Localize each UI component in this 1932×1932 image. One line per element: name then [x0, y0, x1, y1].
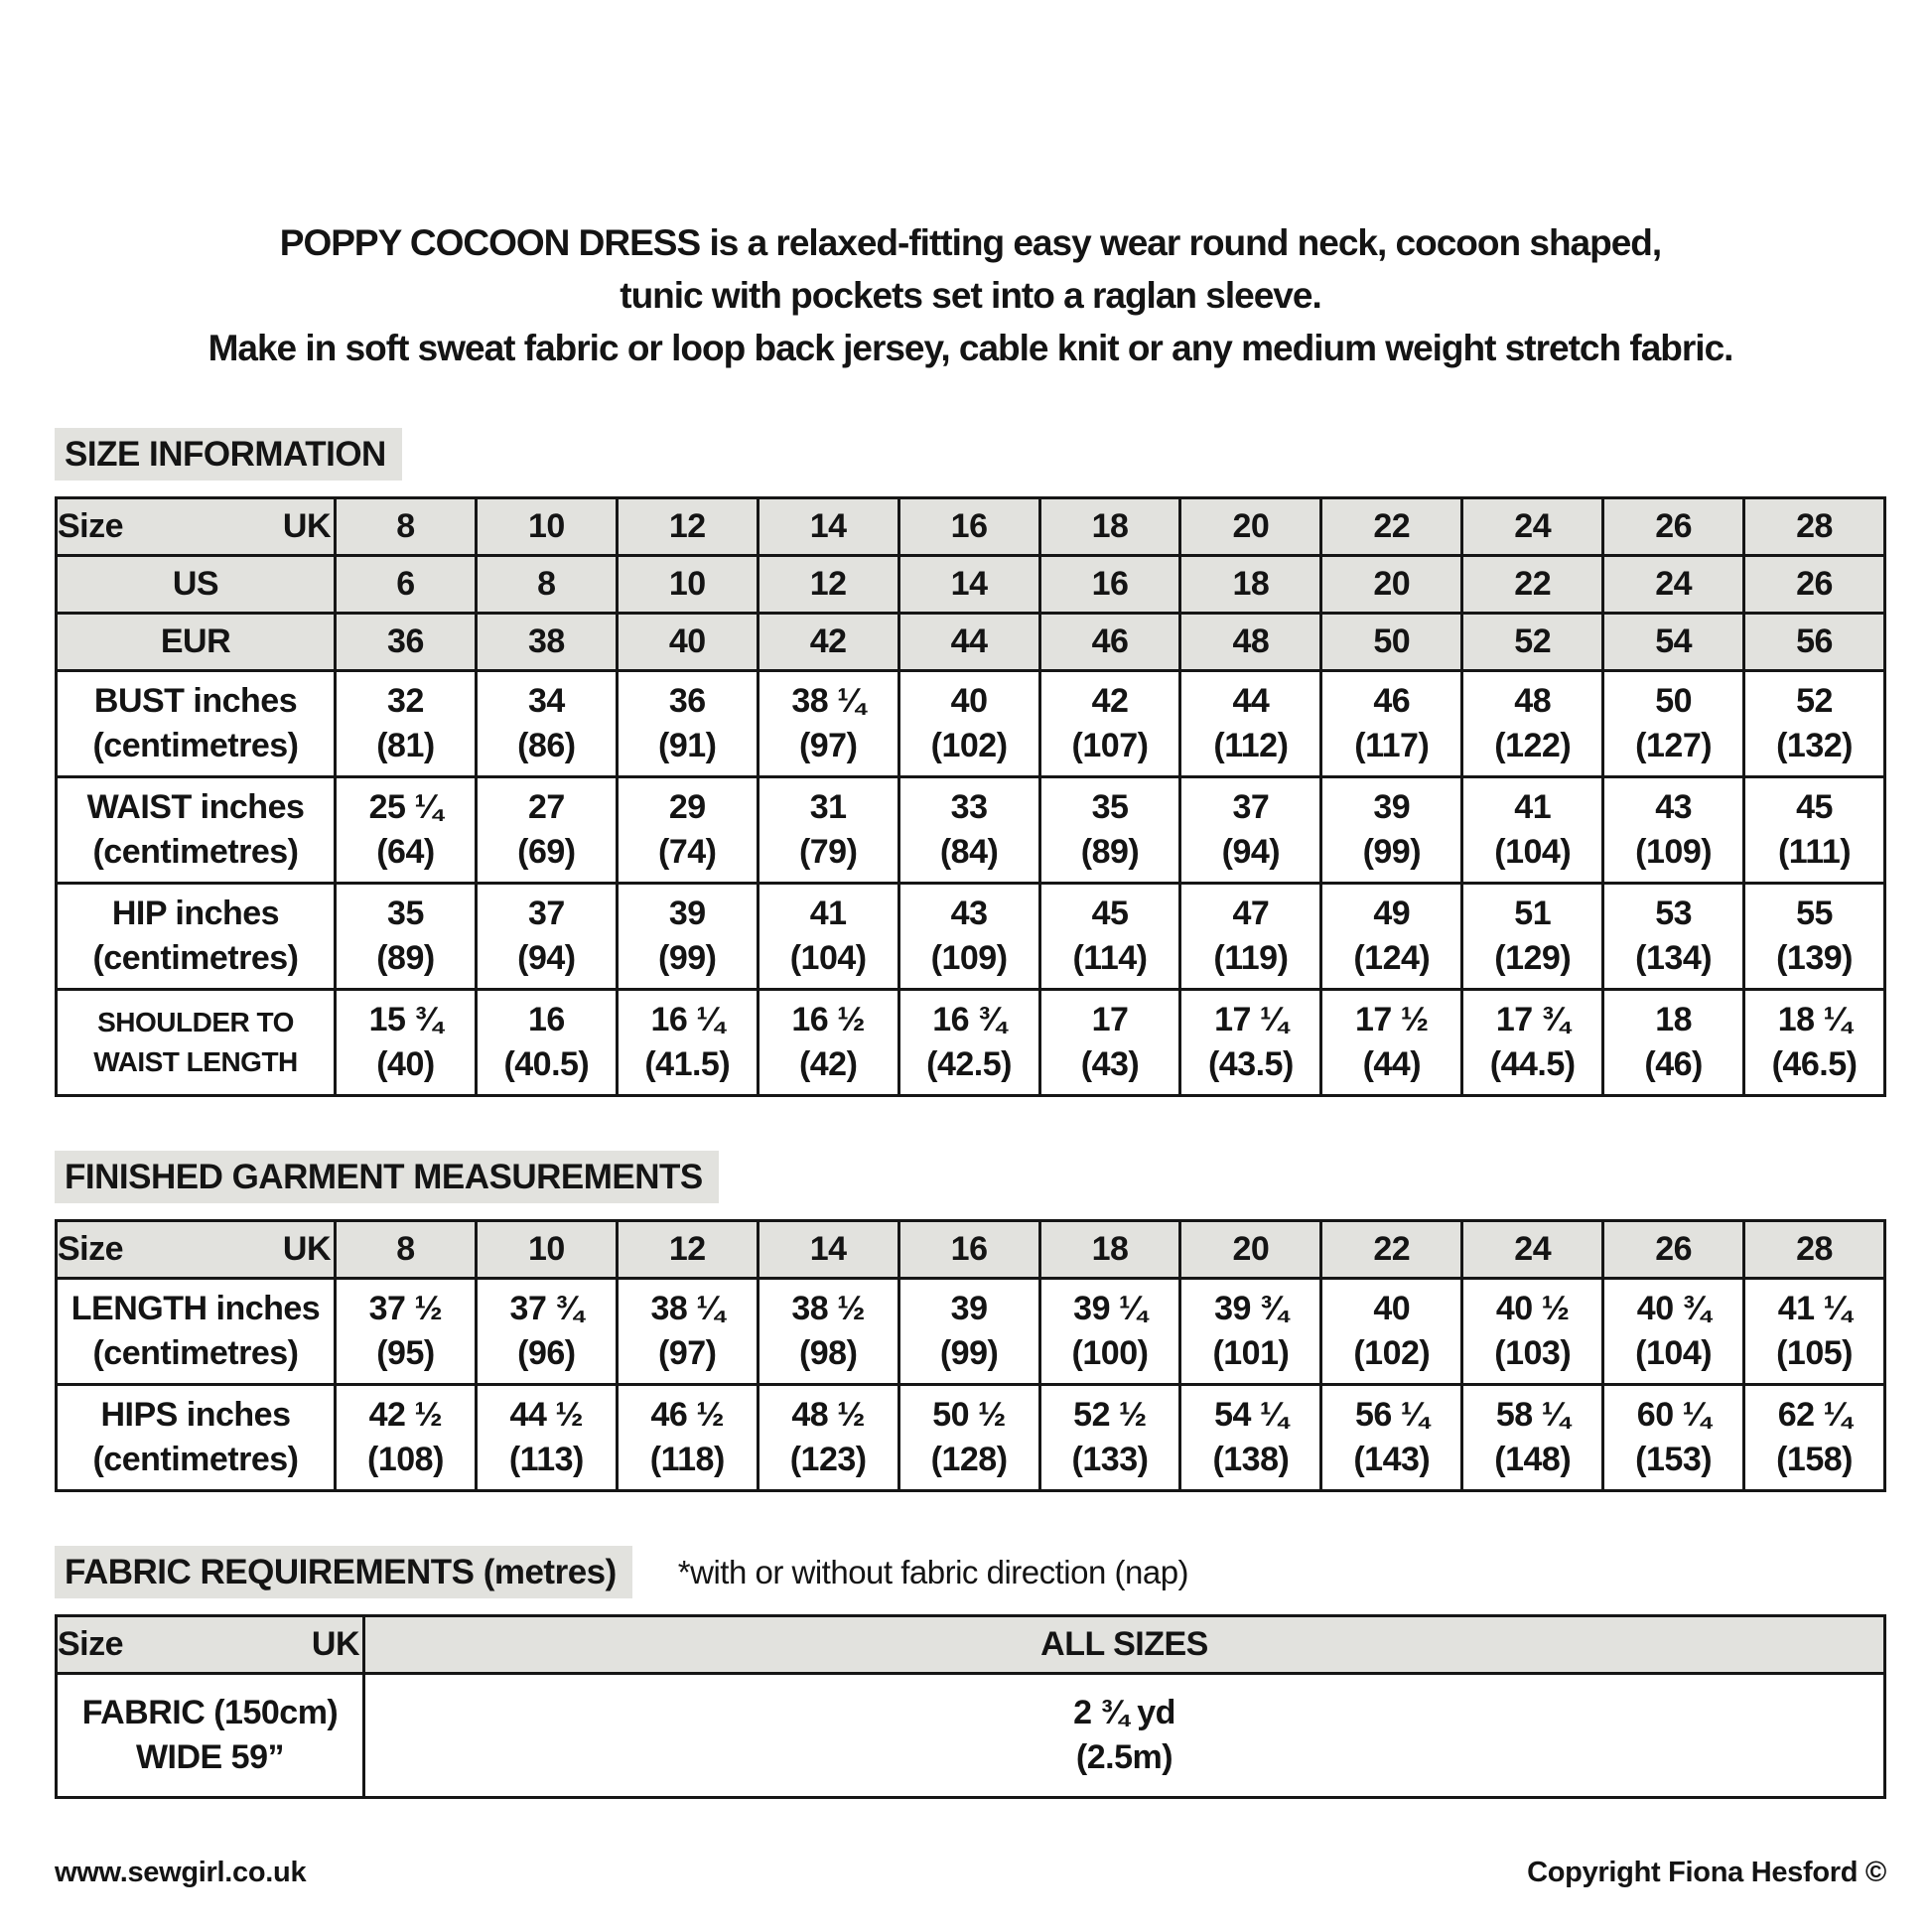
- uk-label: UK: [282, 1230, 331, 1268]
- all-sizes-cell: ALL SIZES: [364, 1616, 1885, 1674]
- row-label-line: (centimetres): [92, 833, 299, 871]
- size-cell: 22: [1462, 556, 1603, 614]
- size-cell: 46: [1039, 614, 1180, 671]
- fabric-size-row: [57, 1616, 1885, 1674]
- page-footer: [55, 1857, 1886, 1889]
- size-cell: 10: [476, 498, 617, 556]
- bust-inches-row: [57, 671, 1885, 777]
- size-cell: 26: [1603, 498, 1744, 556]
- size-cell: 18: [1180, 556, 1321, 614]
- measurement-cell: 46 ½ (118): [617, 1385, 758, 1491]
- size-label: Size: [58, 1625, 124, 1663]
- measurement-cell: 45 (114): [1039, 884, 1180, 990]
- measurement-cell: 17 ¼ (43.5): [1180, 990, 1321, 1096]
- measurement-cell: 16 (40.5): [476, 990, 617, 1096]
- measurement-cell: 51 (129): [1462, 884, 1603, 990]
- measurement-cell: 54 ¼ (138): [1180, 1385, 1321, 1491]
- size-cell: 36: [336, 614, 477, 671]
- intro-line-1: POPPY COCOON DRESS is a relaxed-fitting easy wear round neck, cocoon shaped,: [279, 222, 1662, 263]
- waist-inches-row: [57, 777, 1885, 884]
- row-label-line: HIP inches: [111, 895, 280, 932]
- size-information-heading: SIZE INFORMATION: [55, 428, 402, 481]
- measurement-cell: 33 (84): [898, 777, 1039, 884]
- measurement-cell: 39 ¼ (100): [1039, 1279, 1180, 1385]
- fabric-requirements-heading: FABRIC REQUIREMENTS (metres): [55, 1546, 632, 1598]
- row-label-line: (centimetres): [92, 1334, 299, 1372]
- size-cell: 22: [1321, 1221, 1462, 1279]
- size-uk-label-cell: [57, 498, 336, 556]
- length-inches-row: [57, 1279, 1885, 1385]
- size-uk-label-cell: [57, 1221, 336, 1279]
- measurement-cell: 44 (112): [1180, 671, 1321, 777]
- uk-label: UK: [282, 507, 331, 545]
- measurement-cell: 38 ¼ (97): [758, 671, 898, 777]
- size-cell: 40: [617, 614, 758, 671]
- measurement-cell: 18 ¼ (46.5): [1744, 990, 1885, 1096]
- measurement-cell: 25 ¼ (64): [336, 777, 477, 884]
- row-label-cell: [57, 1385, 336, 1491]
- fabric-quantity-cell: 2 ¾ yd (2.5m): [364, 1674, 1885, 1798]
- finished-garment-table: [55, 1219, 1886, 1492]
- size-cell: 18: [1039, 1221, 1180, 1279]
- measurement-cell: 58 ¼ (148): [1462, 1385, 1603, 1491]
- measurement-cell: 35 (89): [1039, 777, 1180, 884]
- measurement-cell: 40 (102): [898, 671, 1039, 777]
- row-label-line: WAIST LENGTH: [93, 1046, 298, 1077]
- row-label-cell: [57, 671, 336, 777]
- row-label-line: SHOULDER TO: [97, 1007, 294, 1037]
- row-label-line: LENGTH inches: [70, 1290, 321, 1327]
- measurement-cell: 17 (43): [1039, 990, 1180, 1096]
- size-cell: 28: [1744, 1221, 1885, 1279]
- size-cell: 8: [336, 498, 477, 556]
- measurement-cell: 40 ½ (103): [1462, 1279, 1603, 1385]
- size-cell: 8: [476, 556, 617, 614]
- row-label-line: HIPS inches: [100, 1396, 291, 1434]
- size-cell: 20: [1321, 556, 1462, 614]
- size-cell: 26: [1603, 1221, 1744, 1279]
- measurement-cell: 39 (99): [898, 1279, 1039, 1385]
- size-cell: 38: [476, 614, 617, 671]
- measurement-cell: 37 ½ (95): [336, 1279, 477, 1385]
- uk-size-row: [57, 1221, 1885, 1279]
- measurement-cell: 45 (111): [1744, 777, 1885, 884]
- size-cell: 48: [1180, 614, 1321, 671]
- row-label-line: WIDE 59”: [135, 1738, 285, 1776]
- measurement-cell: 42 ½ (108): [336, 1385, 477, 1491]
- measurement-cell: 37 ¾ (96): [476, 1279, 617, 1385]
- measurement-cell: 39 (99): [1321, 777, 1462, 884]
- measurement-cell: 34 (86): [476, 671, 617, 777]
- size-cell: 52: [1462, 614, 1603, 671]
- website-url: www.sewgirl.co.uk: [55, 1857, 307, 1888]
- row-label-line: BUST inches: [93, 682, 298, 720]
- row-label-cell: [57, 777, 336, 884]
- size-cell: 12: [617, 1221, 758, 1279]
- size-cell: 10: [617, 556, 758, 614]
- measurement-cell: 36 (91): [617, 671, 758, 777]
- size-cell: 20: [1180, 1221, 1321, 1279]
- intro-line-2: tunic with pockets set into a raglan sleeve.: [620, 275, 1321, 316]
- row-label-cell: [57, 990, 336, 1096]
- measurement-cell: 44 ½ (113): [476, 1385, 617, 1491]
- eur-size-row: [57, 614, 1885, 671]
- size-cell: 22: [1321, 498, 1462, 556]
- measurement-cell: 40 ¾ (104): [1603, 1279, 1744, 1385]
- size-cell: 20: [1180, 498, 1321, 556]
- measurement-cell: 35 (89): [336, 884, 477, 990]
- measurement-cell: 43 (109): [1603, 777, 1744, 884]
- measurement-cell: 60 ¼ (153): [1603, 1385, 1744, 1491]
- measurement-cell: 42 (107): [1039, 671, 1180, 777]
- us-size-row: [57, 556, 1885, 614]
- measurement-cell: 41 (104): [758, 884, 898, 990]
- measurement-cell: 16 ¼ (41.5): [617, 990, 758, 1096]
- size-cell: 16: [898, 498, 1039, 556]
- measurement-cell: 38 ¼ (97): [617, 1279, 758, 1385]
- measurement-cell: 16 ½ (42): [758, 990, 898, 1096]
- size-cell: 16: [1039, 556, 1180, 614]
- measurement-cell: 39 ¾ (101): [1180, 1279, 1321, 1385]
- row-label-line: (centimetres): [92, 939, 299, 977]
- measurement-cell: 52 (132): [1744, 671, 1885, 777]
- measurement-cell: 52 ½ (133): [1039, 1385, 1180, 1491]
- size-cell: 50: [1321, 614, 1462, 671]
- measurement-cell: 56 ¼ (143): [1321, 1385, 1462, 1491]
- intro-line-3: Make in soft sweat fabric or loop back jersey, cable knit or any medium weight stretch fabric.: [207, 328, 1733, 368]
- measurement-cell: 55 (139): [1744, 884, 1885, 990]
- copyright-notice: Copyright Fiona Hesford ©: [1527, 1857, 1886, 1888]
- size-cell: 12: [758, 556, 898, 614]
- size-label: Size: [58, 507, 124, 545]
- us-label-cell: US: [57, 556, 336, 614]
- row-label-line: (centimetres): [92, 727, 299, 764]
- measurement-cell: 53 (134): [1603, 884, 1744, 990]
- fabric-nap-note: *with or without fabric direction (nap): [677, 1553, 1189, 1590]
- measurement-cell: 37 (94): [1180, 777, 1321, 884]
- hips-inches-row: [57, 1385, 1885, 1491]
- size-cell: 24: [1603, 556, 1744, 614]
- measurement-cell: 16 ¾ (42.5): [898, 990, 1039, 1096]
- row-label-line: WAIST inches: [86, 788, 305, 826]
- row-label-line: FABRIC (150cm): [81, 1694, 339, 1731]
- size-cell: 10: [476, 1221, 617, 1279]
- size-cell: 44: [898, 614, 1039, 671]
- size-label: Size: [58, 1230, 124, 1268]
- size-uk-label-cell: [57, 1616, 364, 1674]
- size-cell: 54: [1603, 614, 1744, 671]
- size-cell: 56: [1744, 614, 1885, 671]
- uk-size-row: [57, 498, 1885, 556]
- measurement-cell: 48 (122): [1462, 671, 1603, 777]
- measurement-cell: 62 ¼ (158): [1744, 1385, 1885, 1491]
- measurement-cell: 29 (74): [617, 777, 758, 884]
- finished-garment-heading-row: [55, 1151, 1886, 1203]
- size-cell: 14: [898, 556, 1039, 614]
- finished-garment-heading: FINISHED GARMENT MEASUREMENTS: [55, 1151, 719, 1203]
- fabric-requirements-heading-row: [55, 1546, 1886, 1598]
- size-cell: 26: [1744, 556, 1885, 614]
- size-cell: 8: [336, 1221, 477, 1279]
- size-cell: 18: [1039, 498, 1180, 556]
- row-label-line: (centimetres): [92, 1441, 299, 1478]
- size-information-table: [55, 496, 1886, 1097]
- row-label-cell: [57, 884, 336, 990]
- measurement-cell: 17 ½ (44): [1321, 990, 1462, 1096]
- measurement-cell: 41 (104): [1462, 777, 1603, 884]
- hip-inches-row: [57, 884, 1885, 990]
- measurement-cell: 40 (102): [1321, 1279, 1462, 1385]
- measurement-cell: 15 ¾ (40): [336, 990, 477, 1096]
- measurement-cell: 49 (124): [1321, 884, 1462, 990]
- shoulder-to-row: [57, 990, 1885, 1096]
- measurement-cell: 50 ½ (128): [898, 1385, 1039, 1491]
- size-cell: 14: [758, 1221, 898, 1279]
- size-cell: 6: [336, 556, 477, 614]
- eur-label-cell: EUR: [57, 614, 336, 671]
- size-cell: 28: [1744, 498, 1885, 556]
- size-cell: 16: [898, 1221, 1039, 1279]
- measurement-cell: 43 (109): [898, 884, 1039, 990]
- size-cell: 42: [758, 614, 898, 671]
- intro-text: [55, 0, 1886, 374]
- size-information-heading-row: [55, 428, 1886, 481]
- measurement-cell: 37 (94): [476, 884, 617, 990]
- measurement-cell: 31 (79): [758, 777, 898, 884]
- measurement-cell: 47 (119): [1180, 884, 1321, 990]
- measurement-cell: 27 (69): [476, 777, 617, 884]
- measurement-cell: 32 (81): [336, 671, 477, 777]
- measurement-cell: 41 ¼ (105): [1744, 1279, 1885, 1385]
- row-label-cell: [57, 1279, 336, 1385]
- measurement-cell: 17 ¾ (44.5): [1462, 990, 1603, 1096]
- fabric-150cm-row: [57, 1674, 1885, 1798]
- row-label-cell: [57, 1674, 364, 1798]
- size-cell: 14: [758, 498, 898, 556]
- measurement-cell: 48 ½ (123): [758, 1385, 898, 1491]
- size-cell: 24: [1462, 1221, 1603, 1279]
- measurement-cell: 38 ½ (98): [758, 1279, 898, 1385]
- measurement-cell: 46 (117): [1321, 671, 1462, 777]
- measurement-cell: 18 (46): [1603, 990, 1744, 1096]
- size-cell: 12: [617, 498, 758, 556]
- uk-label: UK: [311, 1625, 359, 1663]
- fabric-requirements-table: [55, 1614, 1886, 1799]
- size-cell: 24: [1462, 498, 1603, 556]
- measurement-cell: 39 (99): [617, 884, 758, 990]
- measurement-cell: 50 (127): [1603, 671, 1744, 777]
